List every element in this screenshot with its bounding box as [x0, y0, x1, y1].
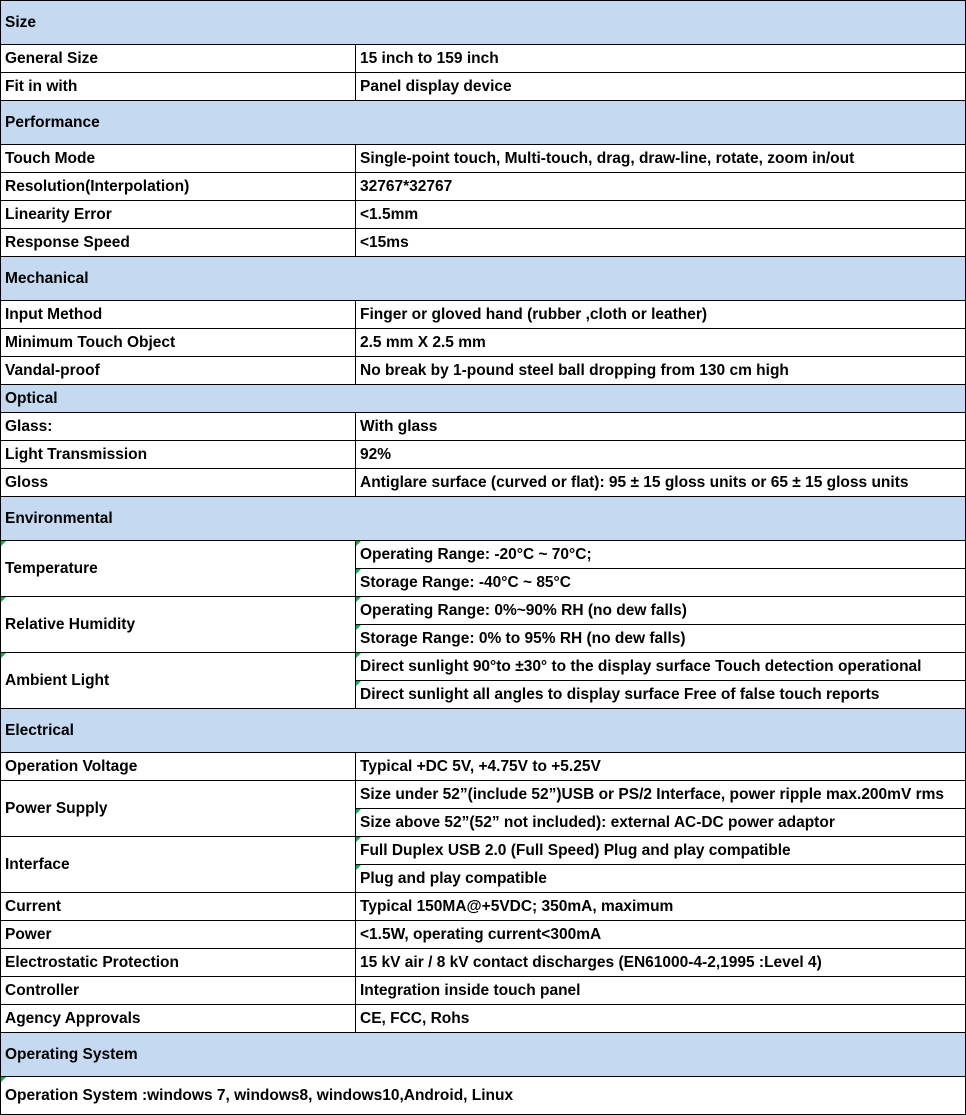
spec-label: Glass: — [1, 413, 356, 441]
spec-row-general-size — [1, 45, 966, 73]
spec-label: Relative Humidity — [1, 597, 356, 653]
spec-label: Touch Mode — [1, 145, 356, 173]
section-title: Mechanical — [1, 257, 966, 301]
spec-label: Operation Voltage — [1, 753, 356, 781]
spec-label: Electrostatic Protection — [1, 949, 356, 977]
spec-row-fit-in-with — [1, 73, 966, 101]
spec-row-resolution-interpolation — [1, 173, 966, 201]
spec-value: 15 kV air / 8 kV contact discharges (EN61000-4-2,1995 :Level 4) — [356, 949, 966, 977]
spec-value: Direct sunlight all angles to display surface Free of false touch reports — [356, 681, 966, 709]
spec-label: Response Speed — [1, 229, 356, 257]
spec-row-minimum-touch-object — [1, 329, 966, 357]
spec-row-temperature — [1, 541, 966, 569]
spec-table-body — [1, 1, 966, 1115]
spec-label: Minimum Touch Object — [1, 329, 356, 357]
spec-label: Controller — [1, 977, 356, 1005]
spec-row-power-supply — [1, 781, 966, 809]
spec-label: Temperature — [1, 541, 356, 597]
section-title: Size — [1, 1, 966, 45]
spec-row-vandal-proof — [1, 357, 966, 385]
spec-value: CE, FCC, Rohs — [356, 1005, 966, 1033]
spec-value: Typical 150MA@+5VDC; 350mA, maximum — [356, 893, 966, 921]
spec-value: Size under 52”(include 52”)USB or PS/2 Interface, power ripple max.200mV rms — [356, 781, 966, 809]
spec-label: Input Method — [1, 301, 356, 329]
spec-label: Current — [1, 893, 356, 921]
spec-label: Fit in with — [1, 73, 356, 101]
spec-label: Power Supply — [1, 781, 356, 837]
spec-label: General Size — [1, 45, 356, 73]
spec-value: With glass — [356, 413, 966, 441]
section-title: Optical — [1, 385, 966, 413]
section-title: Electrical — [1, 709, 966, 753]
spec-row-agency-approvals — [1, 1005, 966, 1033]
spec-label: Light Transmission — [1, 441, 356, 469]
spec-row-operation-voltage — [1, 753, 966, 781]
spec-row-interface — [1, 837, 966, 865]
section-header-operating-system — [1, 1033, 966, 1077]
spec-value: Typical +DC 5V, +4.75V to +5.25V — [356, 753, 966, 781]
spec-row-electrostatic-protection — [1, 949, 966, 977]
section-header-mechanical — [1, 257, 966, 301]
spec-row-input-method — [1, 301, 966, 329]
spec-value: Storage Range: 0% to 95% RH (no dew falls) — [356, 625, 966, 653]
spec-value: Plug and play compatible — [356, 865, 966, 893]
section-header-optical — [1, 385, 966, 413]
spec-value: Antiglare surface (curved or flat): 95 ± 15 gloss units or 65 ± 15 gloss units — [356, 469, 966, 497]
spec-row-gloss — [1, 469, 966, 497]
spec-value: Storage Range: -40°C ~ 85°C — [356, 569, 966, 597]
spec-value: Single-point touch, Multi-touch, drag, draw-line, rotate, zoom in/out — [356, 145, 966, 173]
spec-value: Operating Range: -20°C ~ 70°C; — [356, 541, 966, 569]
section-header-electrical — [1, 709, 966, 753]
spec-value: 32767*32767 — [356, 173, 966, 201]
spec-row-current — [1, 893, 966, 921]
spec-value: 92% — [356, 441, 966, 469]
spec-row-power — [1, 921, 966, 949]
spec-row-response-speed — [1, 229, 966, 257]
spec-value: Finger or gloved hand (rubber ,cloth or leather) — [356, 301, 966, 329]
section-header-performance — [1, 101, 966, 145]
spec-row-light-transmission — [1, 441, 966, 469]
spec-value: <1.5W, operating current<300mA — [356, 921, 966, 949]
section-title: Performance — [1, 101, 966, 145]
spec-value: Panel display device — [356, 73, 966, 101]
spec-label: Ambient Light — [1, 653, 356, 709]
spec-value: No break by 1-pound steel ball dropping from 130 cm high — [356, 357, 966, 385]
spec-row-relative-humidity — [1, 597, 966, 625]
spec-value: 15 inch to 159 inch — [356, 45, 966, 73]
spec-label: Interface — [1, 837, 356, 893]
spec-row-controller — [1, 977, 966, 1005]
spec-row-glass — [1, 413, 966, 441]
spec-label: Resolution(Interpolation) — [1, 173, 356, 201]
spec-value: Size above 52”(52” not included): external AC-DC power adaptor — [356, 809, 966, 837]
spec-value: Direct sunlight 90°to ±30° to the display surface Touch detection operational — [356, 653, 966, 681]
spec-value: Operation System :windows 7, windows8, windows10,Android, Linux — [1, 1077, 966, 1115]
spec-value: <15ms — [356, 229, 966, 257]
spec-value: Full Duplex USB 2.0 (Full Speed) Plug and play compatible — [356, 837, 966, 865]
section-title: Operating System — [1, 1033, 966, 1077]
spec-label: Power — [1, 921, 356, 949]
spec-label: Agency Approvals — [1, 1005, 356, 1033]
spec-value: Operating Range: 0%~90% RH (no dew falls) — [356, 597, 966, 625]
spec-row-ambient-light — [1, 653, 966, 681]
spec-row-linearity-error — [1, 201, 966, 229]
spec-label: Gloss — [1, 469, 356, 497]
spec-row-operation-system — [1, 1077, 966, 1115]
spec-value: Integration inside touch panel — [356, 977, 966, 1005]
spec-row-touch-mode — [1, 145, 966, 173]
spec-value: 2.5 mm X 2.5 mm — [356, 329, 966, 357]
section-title: Environmental — [1, 497, 966, 541]
spec-label: Linearity Error — [1, 201, 356, 229]
spec-label: Vandal-proof — [1, 357, 356, 385]
section-header-size — [1, 1, 966, 45]
spec-value: <1.5mm — [356, 201, 966, 229]
section-header-environmental — [1, 497, 966, 541]
